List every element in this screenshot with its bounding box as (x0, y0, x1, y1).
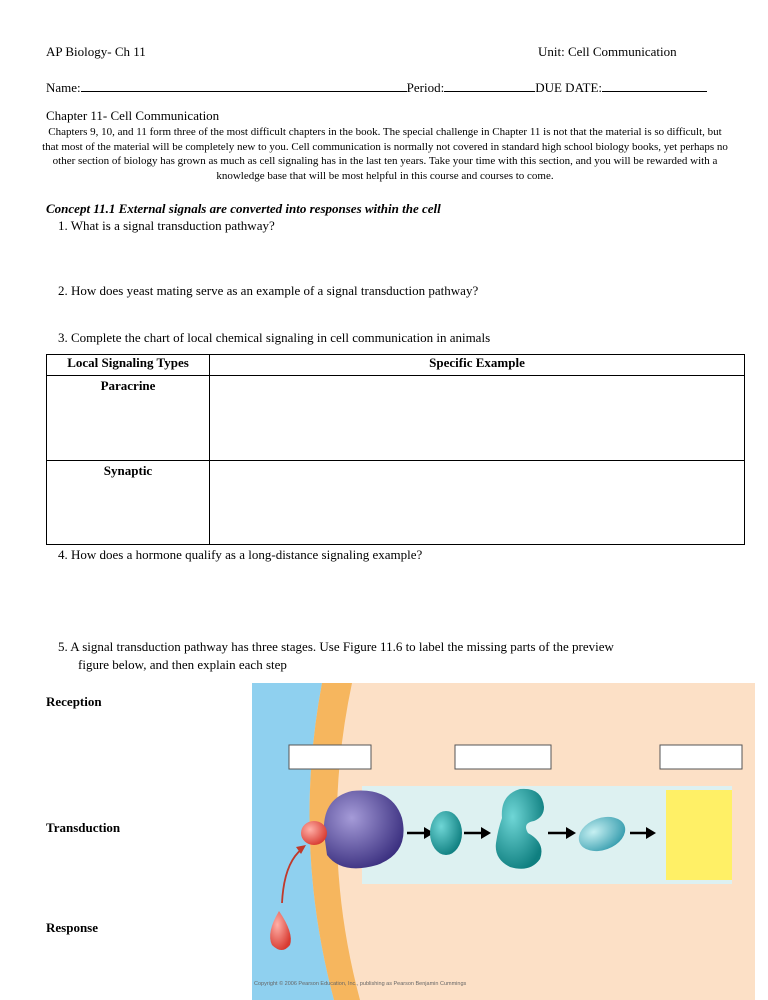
course-title: AP Biology- Ch 11 (46, 44, 146, 59)
table-cell-type: Synaptic (47, 460, 210, 544)
receptor-protein (324, 791, 404, 869)
period-label: Period: (406, 80, 445, 95)
stage-transduction: Transduction (46, 820, 121, 835)
relay-molecule-1 (430, 811, 462, 855)
intro-paragraph: Chapters 9, 10, and 11 form three of the most difficult chapters in the book. The special challenge in Chapter 11 is not that the material is so difficult, but that most of the material will be completely new to you. Cell communication is normally not covered in standard high school biology books, yet perhaps no other section of biology has grown as much as cell signaling has in the last ten years. Take your time with this section, and you will be rewarded with a knowledge base that will be most helpful in this course and courses to come. (42, 126, 728, 182)
table-cell-example[interactable] (210, 460, 745, 544)
table-row (47, 376, 745, 460)
table-cell-example[interactable] (210, 376, 745, 460)
signal-pathway-figure (252, 683, 755, 1000)
label-box-1[interactable] (289, 745, 371, 769)
table-header-row (47, 355, 745, 376)
pathway-diagram (252, 683, 755, 1000)
table-cell-type: Paracrine (47, 376, 210, 460)
table-row (47, 460, 745, 544)
concept-heading: Concept 11.1 External signals are converted into responses within the cell (46, 201, 441, 216)
question-3: 3. Complete the chart of local chemical signaling in cell communication in animals (58, 330, 491, 345)
local-signaling-table (46, 354, 745, 545)
due-date-label: DUE DATE: (535, 80, 603, 95)
question-4: 4. How does a hormone qualify as a long-distance signaling example? (58, 547, 423, 562)
name-row (46, 79, 707, 96)
copyright-notice: Copyright © 2006 Pearson Education, Inc., publishing as Pearson Benjamin Cummings (254, 981, 467, 987)
question-2: 2. How does yeast mating serve as an example of a signal transduction pathway? (58, 283, 479, 298)
table-header-types: Local Signaling Types (47, 355, 210, 376)
name-label: Name: (46, 80, 81, 95)
question-1: 1. What is a signal transduction pathway? (58, 218, 275, 233)
due-date-field[interactable] (602, 79, 707, 92)
stage-response: Response (46, 920, 99, 935)
label-box-3[interactable] (660, 745, 742, 769)
period-field[interactable] (444, 79, 535, 92)
question-5-continued: figure below, and then explain each step (78, 657, 287, 672)
signal-molecule-bound (301, 821, 327, 845)
unit-title: Unit: Cell Communication (538, 44, 677, 59)
response-box (666, 790, 732, 880)
table-header-example: Specific Example (210, 355, 745, 376)
question-5: 5. A signal transduction pathway has three stages. Use Figure 11.6 to label the missing parts of the preview (58, 639, 614, 654)
chapter-title: Chapter 11- Cell Communication (46, 108, 220, 123)
stage-reception: Reception (46, 694, 102, 709)
name-field[interactable] (81, 79, 407, 92)
label-box-2[interactable] (455, 745, 551, 769)
